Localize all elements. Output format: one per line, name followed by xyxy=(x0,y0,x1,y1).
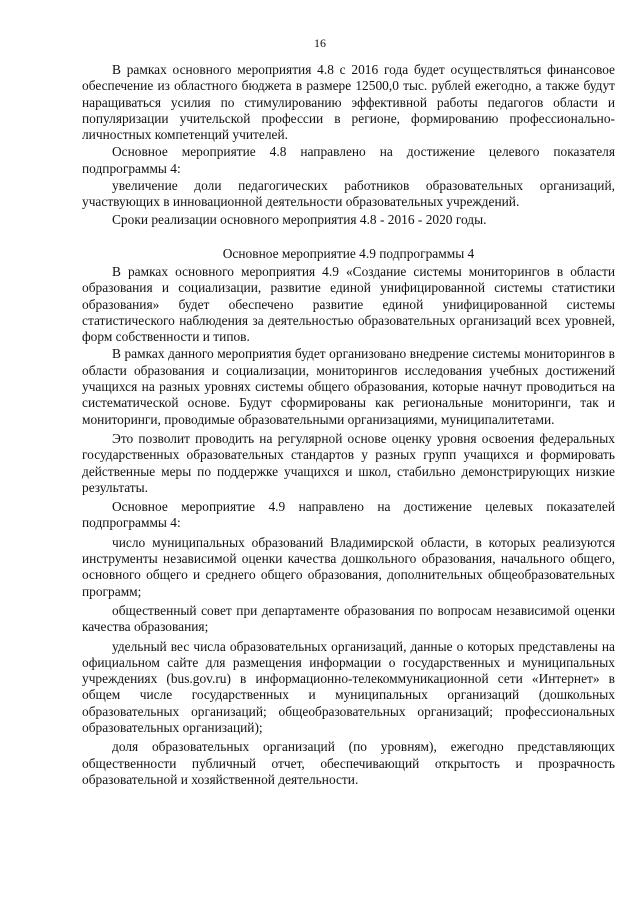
paragraph: В рамках основного мероприятия 4.9 «Создание системы мониторингов в области образования и социализации, развитие единой унифицированной системы статистики образования» будет обеспечено развитие единой унифицированной системы статистического наблюдения за деятельностью образовательных организаций всех уровней, форм собственности и типов. xyxy=(82,263,615,345)
paragraph: доля образовательных организаций (по уровням), ежегодно представляющих общественности публичный отчет, обеспечивающий открытость и прозрачность образовательной и хозяйственной деятельности. xyxy=(82,739,615,787)
paragraph: В рамках основного мероприятия 4.8 с 2016 года будет осуществляться финансовое обеспечение из областного бюджета в размере 12500,0 тыс. рублей ежегодно, а также будут наращиваться усилия по стимулированию эффективной работы педагогов области и популяризации учительской профессии в регионе, формированию профессионально-личностных компетенций учителей. xyxy=(82,62,615,143)
page-number: 16 xyxy=(314,36,326,50)
paragraph: число муниципальных образований Владимирской области, в которых реализуются инструменты независимой оценки качества дошкольного образования, начального общего, основного общего и среднего общего образования, дополнительных общеобразовательных программ; xyxy=(82,534,615,599)
document-body xyxy=(82,62,615,788)
section-heading: Основное мероприятие 4.9 подпрограммы 4 xyxy=(222,245,475,261)
paragraph: удельный вес числа образовательных организаций, данные о которых представлены на официальном сайте для размещения информации о государственных и муниципальных учреждениях (bus.gov.ru) в информационно-телекоммуникационной сети «Интернет» в общем числе государственных и муниципальных организаций (дошкольных образовательных организаций; общеобразовательных организаций; профессиональных образовательных организаций); xyxy=(82,638,615,735)
paragraph: Основное мероприятие 4.8 направлено на достижение целевого показателя подпрограммы 4: xyxy=(82,144,615,176)
paragraph: увеличение доли педагогических работников образовательных организаций, участвующих в инновационной деятельности образовательных учреждений. xyxy=(82,178,615,210)
paragraph: Основное мероприятие 4.9 направлено на достижение целевых показателей подпрограммы 4: xyxy=(82,499,615,531)
paragraph: общественный совет при департаменте образования по вопросам независимой оценки качества образования; xyxy=(82,602,615,635)
paragraph: В рамках данного мероприятия будет организовано внедрение системы мониторингов в области образования и социализации, мониторингов исследования учебных достижений учащихся на разных уровнях системы общего образования, которые начнут проводиться на систематической основе. Будут сформированы как региональные мониторинги, так и мониторинги, проводимые образовательными организациями, муниципалитетами. xyxy=(82,346,615,427)
paragraph: Сроки реализации основного мероприятия 4.8 - 2016 - 2020 годы. xyxy=(112,211,487,227)
paragraph: Это позволит проводить на регулярной основе оценку уровня освоения федеральных государственных образовательных стандартов у разных групп учащихся и формировать действенные меры по поддержке учащихся и школ, стабильно демонстрирующих низкие результаты. xyxy=(82,430,615,495)
